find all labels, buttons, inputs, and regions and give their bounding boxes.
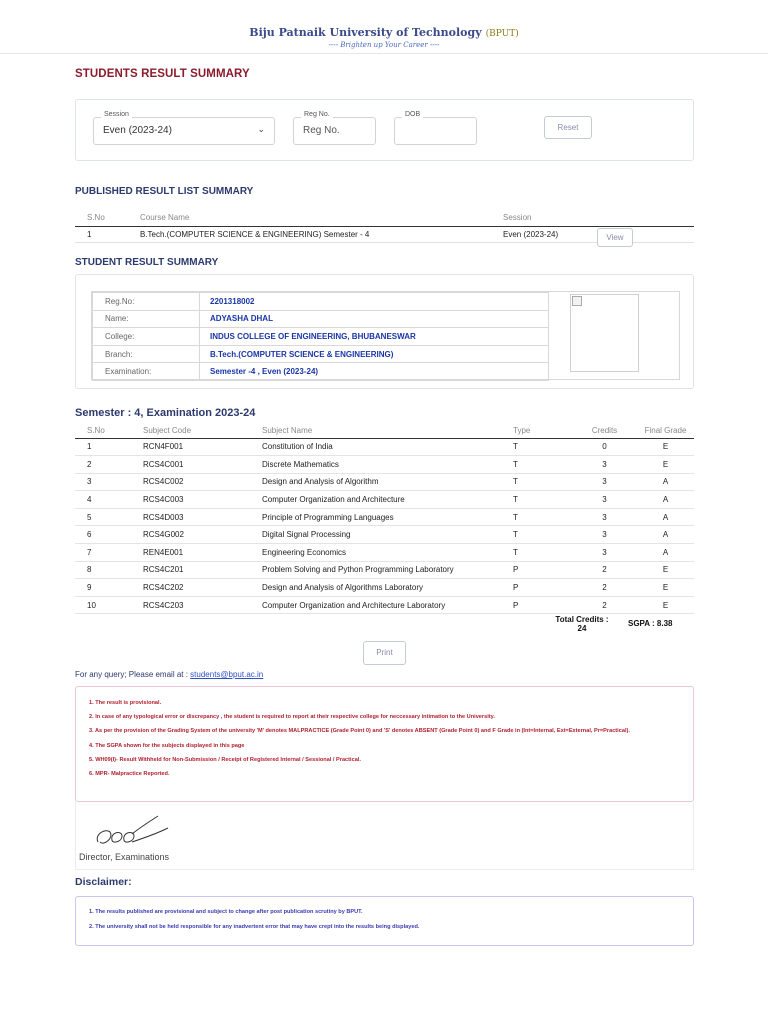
total-credits bbox=[553, 615, 611, 633]
table-row bbox=[75, 579, 694, 597]
student-section-title: STUDENT RESULT SUMMARY bbox=[75, 257, 219, 268]
disclaimer-card bbox=[75, 896, 694, 946]
cell-type: T bbox=[513, 473, 572, 491]
cell-grade: A bbox=[637, 508, 694, 526]
table-row bbox=[75, 544, 694, 562]
cell-name: Discrete Mathematics bbox=[262, 456, 513, 474]
cell-type: T bbox=[513, 456, 572, 474]
col-type: Type bbox=[513, 424, 572, 438]
table-header-row bbox=[75, 210, 694, 226]
totals-row bbox=[75, 611, 694, 635]
cell-sno: 3 bbox=[75, 473, 143, 491]
cell-sno: 6 bbox=[75, 526, 143, 544]
table-row bbox=[75, 526, 694, 544]
broken-image-icon bbox=[572, 296, 582, 306]
cell-name: Design and Analysis of Algorithm bbox=[262, 473, 513, 491]
cell-type: P bbox=[513, 596, 572, 614]
cell-name: Computer Organization and Architecture Laboratory bbox=[262, 596, 513, 614]
student-card bbox=[75, 274, 694, 389]
table-row bbox=[75, 456, 694, 474]
university-logo-text bbox=[0, 26, 768, 39]
info-value: Semester -4 , Even (2023-24) bbox=[200, 363, 549, 381]
col-session: Session bbox=[491, 210, 694, 226]
session-value: Even (2023-24) bbox=[103, 125, 172, 136]
cell-credits: 3 bbox=[572, 456, 637, 474]
regno-input[interactable] bbox=[293, 111, 376, 145]
university-abbr: (BPUT) bbox=[485, 29, 519, 39]
chevron-down-icon: ⌄ bbox=[257, 124, 265, 134]
row-course: B.Tech.(COMPUTER SCIENCE & ENGINEERING) Semester - 4 bbox=[128, 226, 491, 242]
sgpa-value: SGPA : 8.38 bbox=[628, 619, 673, 628]
cell-credits: 2 bbox=[572, 579, 637, 597]
info-key: Branch: bbox=[93, 345, 200, 363]
university-tagline: ---- Brighten up Your Career ---- bbox=[328, 41, 440, 49]
signature-card bbox=[75, 802, 694, 870]
session-label: Session bbox=[101, 111, 132, 118]
regno-label: Reg No. bbox=[301, 111, 333, 118]
table-row bbox=[75, 491, 694, 509]
dob-input[interactable] bbox=[394, 111, 477, 145]
info-value: INDUS COLLEGE OF ENGINEERING, BHUBANESWAR bbox=[200, 328, 549, 346]
info-key: College: bbox=[93, 328, 200, 346]
cell-grade: A bbox=[637, 491, 694, 509]
email-link[interactable]: students@bput.ac.in bbox=[190, 670, 264, 679]
published-result-table bbox=[75, 210, 694, 243]
note-item: 5. WH09(I)- Result Withheld for Non-Submission / Receipt of Registered Internal / Sessional / Practical. bbox=[89, 756, 361, 763]
info-value: 2201318002 bbox=[200, 293, 549, 311]
cell-type: T bbox=[513, 544, 572, 562]
cell-code: RCS4C002 bbox=[143, 473, 262, 491]
note-item: 4. The SGPA shown for the subjects displayed in this page bbox=[89, 742, 245, 749]
cell-name: Principle of Programming Languages bbox=[262, 508, 513, 526]
cell-code: RCS4C001 bbox=[143, 456, 262, 474]
cell-grade: E bbox=[637, 596, 694, 614]
cell-code: RCS4D003 bbox=[143, 508, 262, 526]
published-section-title: PUBLISHED RESULT LIST SUMMARY bbox=[75, 186, 254, 197]
cell-sno: 8 bbox=[75, 561, 143, 579]
cell-sno: 7 bbox=[75, 544, 143, 562]
cell-credits: 2 bbox=[572, 596, 637, 614]
cell-code: RCS4C202 bbox=[143, 579, 262, 597]
info-row-regno bbox=[93, 293, 549, 311]
cell-code: RCS4C201 bbox=[143, 561, 262, 579]
query-text: For any query; Please email at : bbox=[75, 670, 191, 679]
note-item: 2. In case of any typological error or discrepancy , the student is required to report at their respective college for neccessary intimation to the University. bbox=[89, 714, 495, 721]
table-row bbox=[75, 508, 694, 526]
cell-grade: A bbox=[637, 473, 694, 491]
cell-grade: E bbox=[637, 438, 694, 456]
cell-sno: 10 bbox=[75, 596, 143, 614]
cell-name: Computer Organization and Architecture bbox=[262, 491, 513, 509]
cell-code: RCS4G002 bbox=[143, 526, 262, 544]
note-item: 1. The result is provisional. bbox=[89, 700, 162, 706]
col-sno: S.No bbox=[75, 424, 143, 438]
cell-type: T bbox=[513, 438, 572, 456]
info-row-branch bbox=[93, 345, 549, 363]
notes-card bbox=[75, 686, 694, 802]
cell-code: RCS4C203 bbox=[143, 596, 262, 614]
total-credits-value: 24 bbox=[577, 624, 587, 633]
cell-type: T bbox=[513, 526, 572, 544]
disclaimer-list bbox=[89, 908, 419, 938]
university-name: Biju Patnaik University of Technology bbox=[249, 26, 482, 39]
cell-credits: 3 bbox=[572, 473, 637, 491]
cell-name: Engineering Economics bbox=[262, 544, 513, 562]
col-subject-code: Subject Code bbox=[143, 424, 262, 438]
info-value: B.Tech.(COMPUTER SCIENCE & ENGINEERING) bbox=[200, 345, 549, 363]
cell-grade: E bbox=[637, 579, 694, 597]
regno-placeholder: Reg No. bbox=[303, 125, 340, 136]
row-session-cell bbox=[491, 226, 694, 242]
info-row-name bbox=[93, 310, 549, 328]
filter-card bbox=[75, 99, 694, 161]
cell-sno: 9 bbox=[75, 579, 143, 597]
cell-grade: A bbox=[637, 526, 694, 544]
cell-grade: A bbox=[637, 544, 694, 562]
cell-code: RCS4C003 bbox=[143, 491, 262, 509]
cell-credits: 2 bbox=[572, 561, 637, 579]
table-row bbox=[75, 226, 694, 242]
cell-credits: 3 bbox=[572, 544, 637, 562]
student-photo bbox=[570, 294, 639, 372]
col-credits: Credits bbox=[572, 424, 637, 438]
dob-label: DOB bbox=[402, 111, 423, 118]
table-row bbox=[75, 561, 694, 579]
cell-type: P bbox=[513, 579, 572, 597]
table-row bbox=[75, 438, 694, 456]
cell-credits: 3 bbox=[572, 508, 637, 526]
table-row bbox=[75, 473, 694, 491]
info-key: Name: bbox=[93, 310, 200, 328]
notes-list bbox=[89, 699, 679, 784]
signatory-title: Director, Examinations bbox=[79, 852, 170, 862]
table-header-row bbox=[75, 424, 694, 438]
cell-grade: E bbox=[637, 456, 694, 474]
cell-credits: 0 bbox=[572, 438, 637, 456]
reset-button[interactable]: Reset bbox=[544, 116, 592, 139]
col-sno: S.No bbox=[75, 210, 128, 226]
view-button[interactable]: View bbox=[597, 228, 633, 247]
total-credits-label: Total Credits : bbox=[555, 615, 609, 624]
col-subject-name: Subject Name bbox=[262, 424, 513, 438]
info-row-examination bbox=[93, 363, 549, 381]
cell-sno: 2 bbox=[75, 456, 143, 474]
info-row-college bbox=[93, 328, 549, 346]
print-button[interactable]: Print bbox=[363, 641, 406, 665]
cell-name: Constitution of India bbox=[262, 438, 513, 456]
disclaimer-item: 2. The university shall not be held responsible for any inadvertent error that may have crept into the results being displayed. bbox=[89, 924, 420, 930]
disclaimer-title: Disclaimer: bbox=[75, 876, 132, 888]
cell-name: Problem Solving and Python Programming Laboratory bbox=[262, 561, 513, 579]
row-session: Even (2023-24) bbox=[503, 229, 559, 239]
cell-sno: 1 bbox=[75, 438, 143, 456]
col-course-name: Course Name bbox=[128, 210, 491, 226]
cell-name: Digital Signal Processing bbox=[262, 526, 513, 544]
university-header bbox=[0, 0, 768, 54]
student-info-box bbox=[91, 291, 680, 380]
row-sno: 1 bbox=[75, 226, 128, 242]
signature-image bbox=[92, 812, 172, 852]
col-final-grade: Final Grade bbox=[637, 424, 694, 438]
cell-type: P bbox=[513, 561, 572, 579]
note-item: 3. As per the provision of the Grading System of the university 'M' denotes MALPRACTICE (Grade Point 0) and 'S' denotes ABSENT (Grade Point 0) and F Grade in (Int=Internal, Ext=External, Pr=Practical). bbox=[89, 728, 630, 735]
cell-code: REN4E001 bbox=[143, 544, 262, 562]
info-key: Examination: bbox=[93, 363, 200, 381]
cell-name: Design and Analysis of Algorithms Laboratory bbox=[262, 579, 513, 597]
page-title: STUDENTS RESULT SUMMARY bbox=[75, 68, 250, 80]
cell-grade: E bbox=[637, 561, 694, 579]
cell-sno: 5 bbox=[75, 508, 143, 526]
cell-credits: 3 bbox=[572, 526, 637, 544]
cell-type: T bbox=[513, 508, 572, 526]
cell-type: T bbox=[513, 491, 572, 509]
info-key: Reg.No: bbox=[93, 293, 200, 311]
info-value: ADYASHA DHAL bbox=[200, 310, 549, 328]
cell-sno: 4 bbox=[75, 491, 143, 509]
query-line bbox=[75, 670, 263, 679]
disclaimer-item: 1. The results published are provisional and subject to change after post publication scrutiny by BPUT. bbox=[89, 909, 363, 915]
semester-title: Semester : 4, Examination 2023-24 bbox=[75, 407, 256, 419]
subject-table bbox=[75, 424, 694, 614]
student-info-table bbox=[92, 292, 549, 381]
note-item: 6. MPR- Malpractice Reported. bbox=[89, 770, 170, 777]
cell-code: RCN4F001 bbox=[143, 438, 262, 456]
session-select[interactable] bbox=[93, 111, 275, 145]
cell-credits: 3 bbox=[572, 491, 637, 509]
